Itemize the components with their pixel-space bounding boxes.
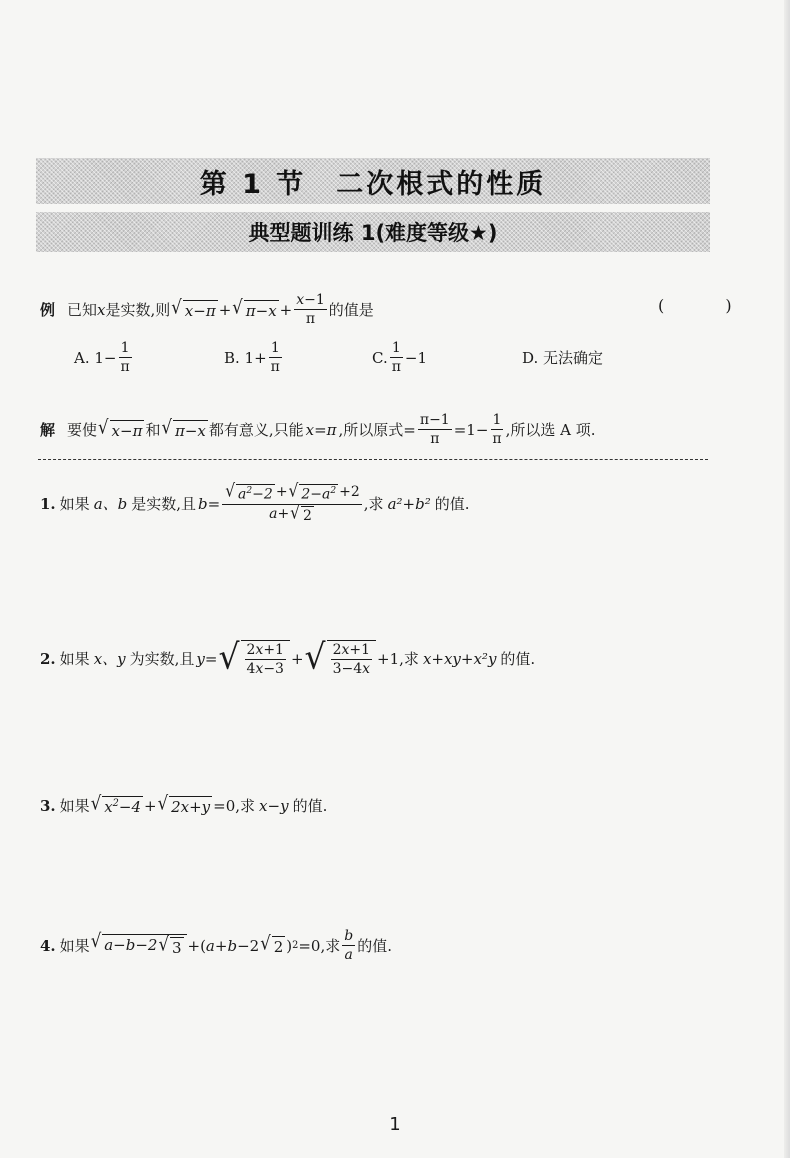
- sqrt-x-minus-pi: √ x−π: [171, 295, 216, 320]
- sqrt-fraction-2: √ $\frac{2x+1}{3-4x}$: [305, 640, 377, 677]
- option-c: C. $\frac{1}{\pi}$ −1: [372, 340, 428, 376]
- subtitle-banner: [36, 212, 710, 252]
- exercise-subtitle: 典型题训练 1(难度等级★): [248, 221, 498, 245]
- example-options: [74, 340, 603, 375]
- fraction-problem-1: √ $a^2-2$ + √ $2-a^2$ +2 a+ √ 2: [222, 484, 362, 524]
- sqrt-fraction-1: √ $\frac{2x+1}{4x-3}$: [218, 640, 290, 677]
- section-banner: [36, 158, 710, 204]
- example-var: x: [97, 300, 106, 319]
- example-tag: 例: [40, 301, 56, 320]
- separator-dashed: [38, 459, 708, 460]
- fraction-x-minus-1-over-pi: $\frac{x-1}{\pi}$: [296, 292, 325, 328]
- option-d: D. 无法确定: [522, 349, 604, 368]
- sqrt-pi-minus-x: √ π−x: [232, 295, 277, 320]
- example-suffix: 的值是: [328, 301, 374, 320]
- solution-line: 解 要使 √ x−π 和 √ π−x 都有意义,只能 x=π ,所以原式= $\frac{\pi-1}{\pi}$ =1− $\frac{1}{\pi}$ ,所以选 A 项.: [40, 412, 596, 448]
- option-b: B. 1+ $\frac{1}{\pi}$: [224, 340, 280, 376]
- problem-3: 3. 如果 √ $x^2-4$ + √ 2x+y =0,求 x−y 的值.: [40, 791, 328, 816]
- page-edge-shadow: [784, 0, 790, 1158]
- section-title: 第 1 节 二次根式的性质: [199, 168, 547, 200]
- option-a: A. 1− $\frac{1}{\pi}$: [74, 340, 130, 376]
- problem-2: 2. 如果 x、y 为实数,且 y = √ $\frac{2x+1}{4x-3}$ + √ $\frac{2x+1}{3-4x}$ +1,求 x+xy+x²y 的值.: [40, 635, 536, 678]
- problem-4: 4. 如果 √ a−b−2 √ 3 +( a + b −2 √ 2 ) 2 =0,求 $\frac{b}{a}$ 的值.: [40, 928, 392, 964]
- problem-1: 1. 如果 a、b 是实数,且 b = √ $a^2-2$ + √ $2-a^2$ +2 a+ √ 2 ,求 a²+b² 的值.: [40, 480, 470, 524]
- example-mid: 是实数,则: [105, 301, 171, 320]
- solution-tag: 解: [40, 421, 56, 440]
- example-stem: 例 已知 x 是实数,则 √ x−π + √ π−x + $\frac{x-1}{\pi}$ 的值是: [40, 292, 374, 328]
- page-number: 1: [389, 1114, 401, 1135]
- example-prefix: 已知: [67, 301, 98, 320]
- answer-paren: ( ): [658, 296, 760, 315]
